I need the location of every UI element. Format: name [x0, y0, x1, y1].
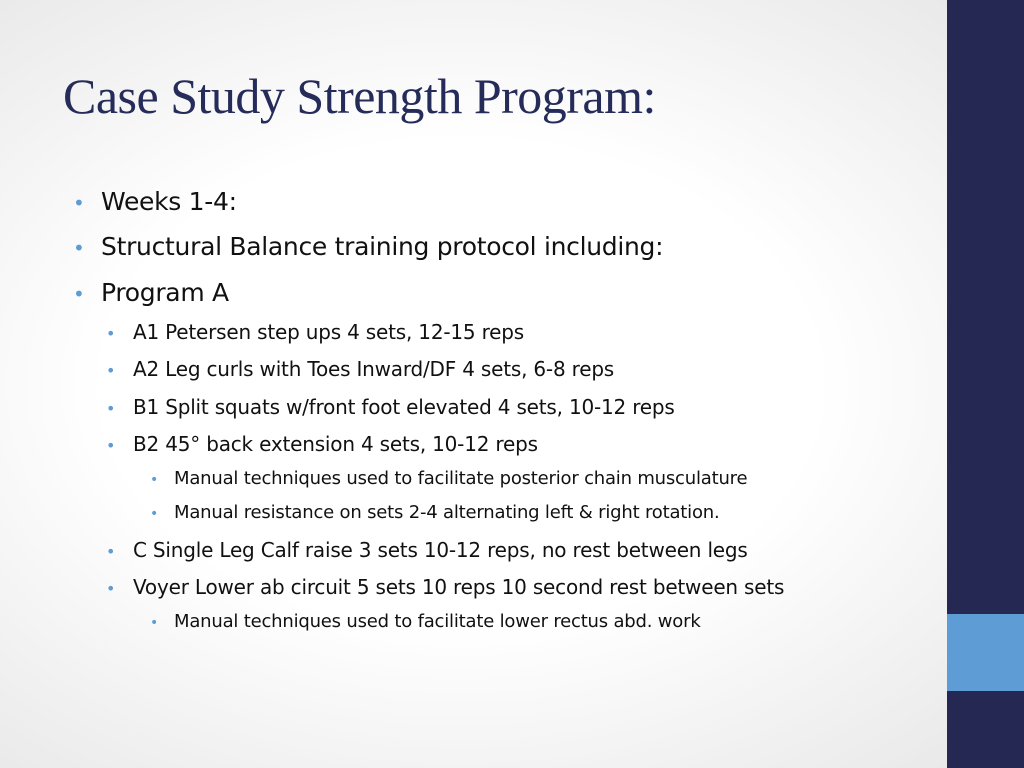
list-item: [150, 468, 747, 489]
list-item: [73, 232, 663, 261]
list-item: [106, 432, 538, 456]
list-item-text: Manual techniques used to facilitate posterior chain musculature: [174, 468, 748, 489]
list-item: [73, 278, 229, 307]
list-item: [106, 320, 524, 344]
bullet-dot-icon: •: [150, 615, 159, 631]
list-item-text: Weeks 1-4:: [101, 187, 237, 216]
list-item: [150, 611, 701, 632]
sidebar-accent-block: [947, 614, 1024, 691]
list-item-text: C Single Leg Calf raise 3 sets 10-12 reps, no rest between legs: [133, 538, 748, 562]
list-item: [150, 502, 719, 523]
list-item: [106, 538, 748, 562]
bullet-dot-icon: •: [106, 324, 116, 343]
list-item: [73, 187, 237, 216]
list-item: [106, 575, 784, 599]
bullet-dot-icon: •: [73, 191, 85, 215]
bullet-dot-icon: •: [150, 506, 159, 522]
bullet-dot-icon: •: [73, 236, 85, 260]
slide-title: Case Study Strength Program:: [63, 68, 656, 124]
list-item: [106, 357, 614, 381]
bullet-dot-icon: •: [150, 472, 159, 488]
bullet-dot-icon: •: [106, 399, 116, 418]
bullet-dot-icon: •: [73, 282, 85, 306]
list-item-text: A2 Leg curls with Toes Inward/DF 4 sets, 6-8 reps: [133, 357, 615, 381]
bullet-dot-icon: •: [106, 436, 116, 455]
list-item-text: A1 Petersen step ups 4 sets, 12-15 reps: [133, 320, 524, 344]
bullet-dot-icon: •: [106, 361, 116, 380]
list-item-text: Structural Balance training protocol including:: [101, 232, 664, 261]
list-item-text: Voyer Lower ab circuit 5 sets 10 reps 10 second rest between sets: [133, 575, 785, 599]
bullet-dot-icon: •: [106, 579, 116, 598]
list-item: [106, 395, 675, 419]
list-item-text: B2 45° back extension 4 sets, 10-12 reps: [133, 432, 538, 456]
list-item-text: Manual resistance on sets 2-4 alternating left & right rotation.: [174, 502, 720, 523]
list-item-text: Program A: [101, 278, 229, 307]
bullet-dot-icon: •: [106, 542, 116, 561]
list-item-text: Manual techniques used to facilitate lower rectus abd. work: [174, 611, 701, 632]
list-item-text: B1 Split squats w/front foot elevated 4 sets, 10-12 reps: [133, 395, 675, 419]
